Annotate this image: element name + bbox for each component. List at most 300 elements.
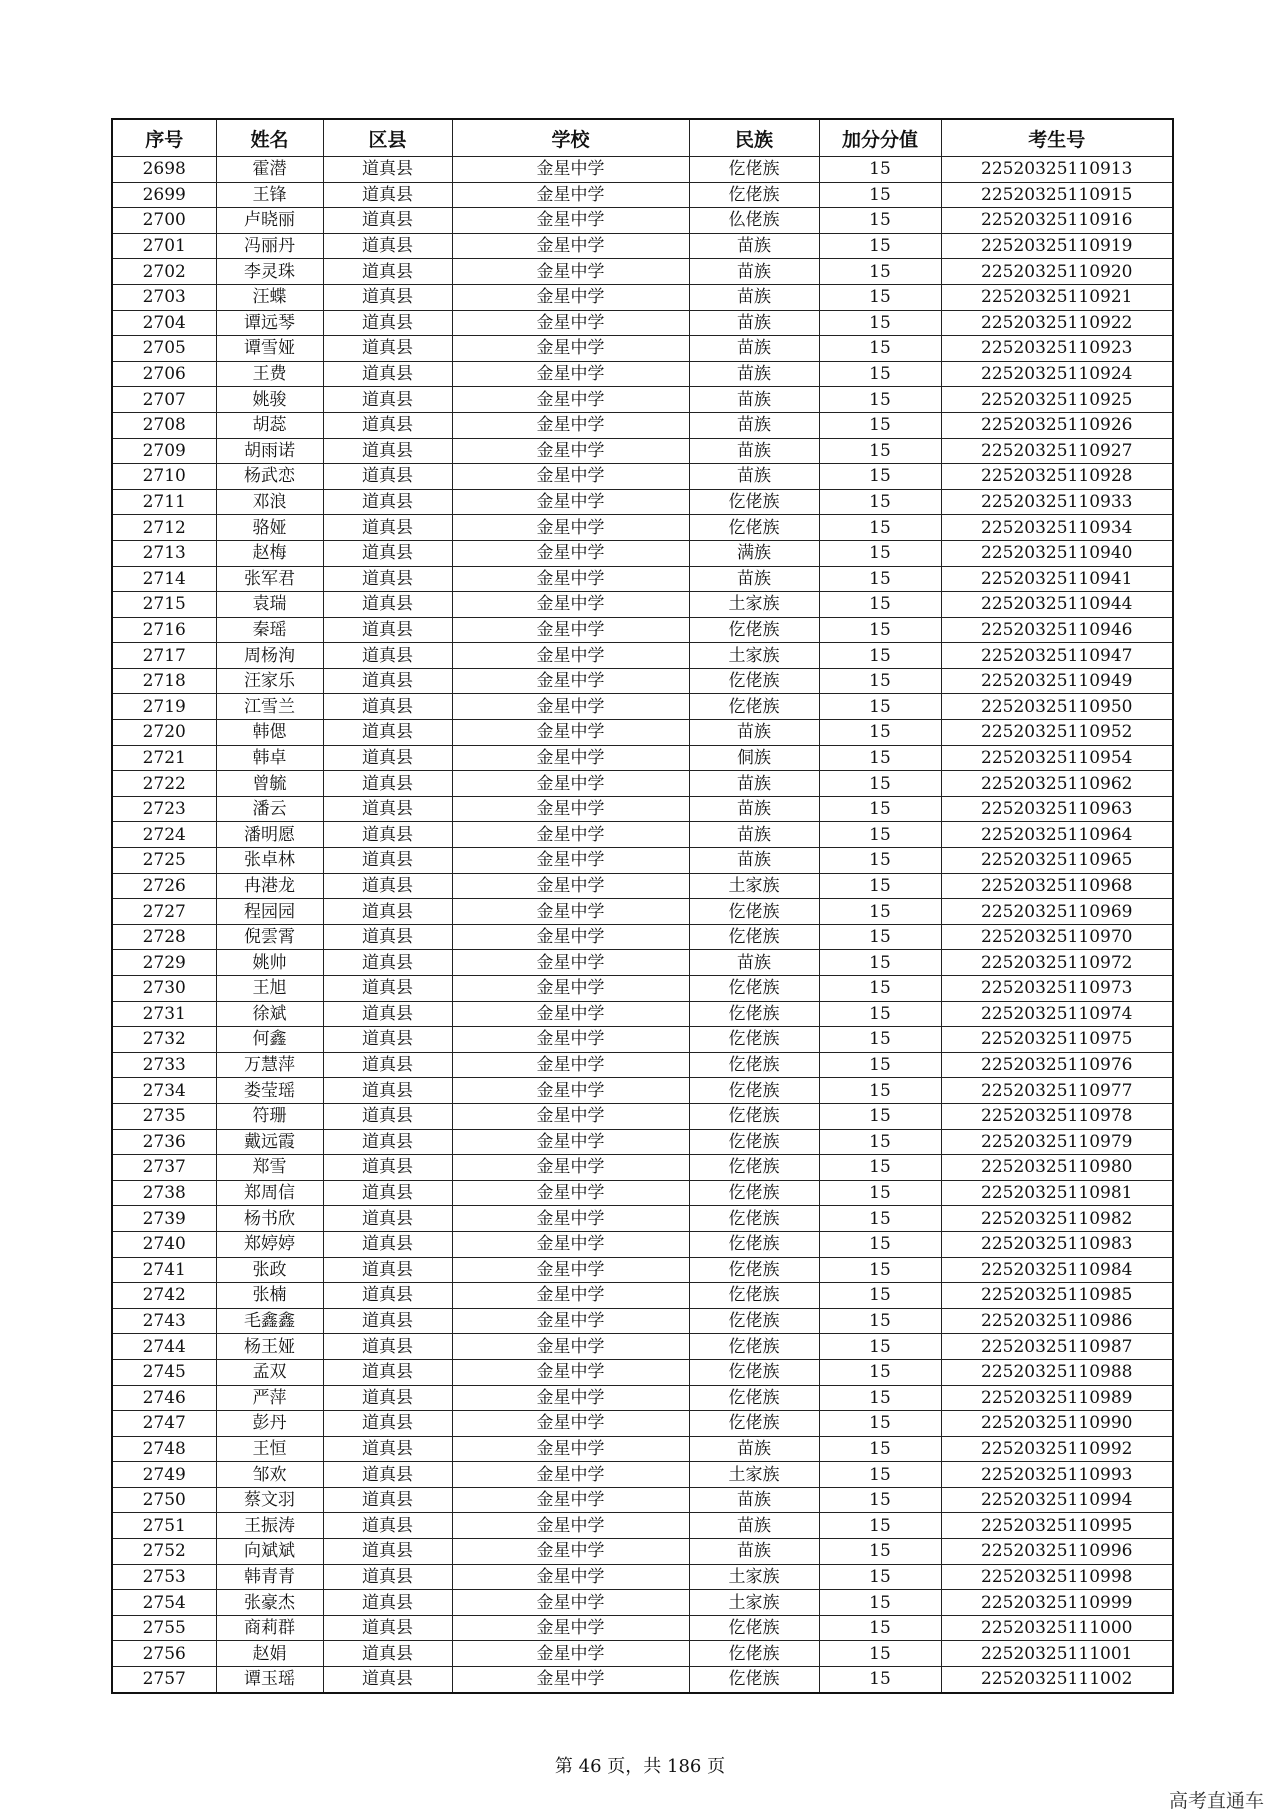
table-row [112,1283,1173,1309]
table-row [112,566,1173,592]
cell-name: 王费 [216,361,323,387]
cell-bonus: 15 [819,1078,941,1104]
cell-exam-id: 22520325110980 [941,1155,1173,1181]
cell-name: 张楠 [216,1283,323,1309]
cell-school: 金星中学 [452,668,689,694]
cell-index: 2715 [112,592,216,618]
cell-exam-id: 22520325110975 [941,1027,1173,1053]
cell-name: 谭玉瑶 [216,1667,323,1693]
table-row [112,720,1173,746]
table-row [112,1334,1173,1360]
cell-bonus: 15 [819,796,941,822]
cell-name: 袁瑞 [216,592,323,618]
cell-county: 道真县 [323,694,452,720]
cell-school: 金星中学 [452,464,689,490]
cell-county: 道真县 [323,489,452,515]
cell-index: 2755 [112,1615,216,1641]
cell-name: 曾毓 [216,771,323,797]
cell-county: 道真县 [323,157,452,183]
cell-county: 道真县 [323,796,452,822]
cell-exam-id: 22520325110946 [941,617,1173,643]
cell-bonus: 15 [819,1103,941,1129]
cell-school: 金星中学 [452,745,689,771]
cell-school: 金星中学 [452,1129,689,1155]
cell-bonus: 15 [819,1564,941,1590]
cell-school: 金星中学 [452,412,689,438]
table-row [112,1359,1173,1385]
header-name: 姓名 [216,119,323,157]
cell-index: 2742 [112,1283,216,1309]
cell-name: 王锋 [216,182,323,208]
table-row [112,1180,1173,1206]
cell-bonus: 15 [819,1590,941,1616]
cell-ethnicity: 仡佬族 [689,1615,819,1641]
table-row [112,1539,1173,1565]
cell-index: 2704 [112,310,216,336]
cell-school: 金星中学 [452,1359,689,1385]
cell-county: 道真县 [323,1180,452,1206]
cell-exam-id: 22520325110992 [941,1436,1173,1462]
cell-bonus: 15 [819,1615,941,1641]
cell-ethnicity: 仡佬族 [689,1411,819,1437]
cell-county: 道真县 [323,848,452,874]
cell-school: 金星中学 [452,1180,689,1206]
cell-bonus: 15 [819,438,941,464]
table-row [112,950,1173,976]
table-row [112,1078,1173,1104]
cell-school: 金星中学 [452,1436,689,1462]
cell-school: 金星中学 [452,182,689,208]
cell-ethnicity: 仡佬族 [689,1359,819,1385]
cell-index: 2733 [112,1052,216,1078]
cell-index: 2750 [112,1487,216,1513]
header-exam-id: 考生号 [941,119,1173,157]
cell-name: 赵梅 [216,540,323,566]
cell-bonus: 15 [819,233,941,259]
cell-name: 何鑫 [216,1027,323,1053]
cell-county: 道真县 [323,566,452,592]
cell-school: 金星中学 [452,1667,689,1693]
cell-exam-id: 22520325110913 [941,157,1173,183]
cell-exam-id: 22520325110928 [941,464,1173,490]
table-row [112,157,1173,183]
table-row [112,310,1173,336]
cell-index: 2702 [112,259,216,285]
cell-exam-id: 22520325110987 [941,1334,1173,1360]
cell-county: 道真县 [323,1078,452,1104]
cell-ethnicity: 仡佬族 [689,1641,819,1667]
cell-school: 金星中学 [452,1564,689,1590]
cell-name: 张卓林 [216,848,323,874]
cell-bonus: 15 [819,361,941,387]
cell-county: 道真县 [323,771,452,797]
cell-exam-id: 22520325110976 [941,1052,1173,1078]
table-row [112,745,1173,771]
cell-bonus: 15 [819,1001,941,1027]
cell-index: 2729 [112,950,216,976]
cell-name: 戴远霞 [216,1129,323,1155]
cell-exam-id: 22520325110923 [941,336,1173,362]
cell-county: 道真县 [323,208,452,234]
cell-index: 2699 [112,182,216,208]
cell-name: 汪蝶 [216,284,323,310]
cell-county: 道真县 [323,950,452,976]
cell-school: 金星中学 [452,592,689,618]
cell-county: 道真县 [323,336,452,362]
cell-name: 秦瑶 [216,617,323,643]
cell-school: 金星中学 [452,208,689,234]
cell-school: 金星中学 [452,1308,689,1334]
cell-bonus: 15 [819,1155,941,1181]
table-row [112,771,1173,797]
cell-ethnicity: 仡佬族 [689,1103,819,1129]
cell-county: 道真县 [323,259,452,285]
cell-school: 金星中学 [452,438,689,464]
cell-school: 金星中学 [452,796,689,822]
cell-county: 道真县 [323,1462,452,1488]
cell-county: 道真县 [323,1615,452,1641]
cell-county: 道真县 [323,1257,452,1283]
cell-county: 道真县 [323,412,452,438]
cell-ethnicity: 仡佬族 [689,1667,819,1693]
table-row [112,1564,1173,1590]
cell-exam-id: 22520325110981 [941,1180,1173,1206]
cell-exam-id: 22520325110949 [941,668,1173,694]
cell-bonus: 15 [819,1052,941,1078]
table-row [112,1206,1173,1232]
table-row [112,1052,1173,1078]
cell-county: 道真县 [323,1334,452,1360]
cell-index: 2737 [112,1155,216,1181]
cell-bonus: 15 [819,284,941,310]
cell-name: 潘明愿 [216,822,323,848]
cell-exam-id: 22520325110984 [941,1257,1173,1283]
cell-index: 2713 [112,540,216,566]
cell-ethnicity: 苗族 [689,1513,819,1539]
cell-ethnicity: 仡佬族 [689,157,819,183]
cell-school: 金星中学 [452,157,689,183]
table-row [112,668,1173,694]
table-row [112,1001,1173,1027]
cell-county: 道真县 [323,540,452,566]
cell-index: 2756 [112,1641,216,1667]
cell-bonus: 15 [819,1180,941,1206]
cell-name: 冉港龙 [216,873,323,899]
cell-bonus: 15 [819,771,941,797]
cell-school: 金星中学 [452,1052,689,1078]
cell-bonus: 15 [819,950,941,976]
cell-ethnicity: 仡佬族 [689,1257,819,1283]
cell-exam-id: 22520325110964 [941,822,1173,848]
cell-name: 骆娅 [216,515,323,541]
cell-name: 万慧萍 [216,1052,323,1078]
cell-ethnicity: 苗族 [689,438,819,464]
cell-ethnicity: 苗族 [689,848,819,874]
cell-ethnicity: 苗族 [689,566,819,592]
cell-school: 金星中学 [452,1103,689,1129]
cell-bonus: 15 [819,157,941,183]
cell-exam-id: 22520325110983 [941,1231,1173,1257]
table-row [112,489,1173,515]
cell-county: 道真县 [323,1564,452,1590]
cell-school: 金星中学 [452,1206,689,1232]
table-row [112,822,1173,848]
cell-index: 2740 [112,1231,216,1257]
cell-school: 金星中学 [452,1155,689,1181]
cell-bonus: 15 [819,1334,941,1360]
cell-ethnicity: 苗族 [689,1539,819,1565]
cell-name: 邓浪 [216,489,323,515]
cell-school: 金星中学 [452,1539,689,1565]
cell-county: 道真县 [323,361,452,387]
cell-school: 金星中学 [452,873,689,899]
table-row [112,643,1173,669]
table-row [112,259,1173,285]
cell-index: 2709 [112,438,216,464]
cell-index: 2747 [112,1411,216,1437]
cell-school: 金星中学 [452,1257,689,1283]
cell-ethnicity: 土家族 [689,873,819,899]
cell-exam-id: 22520325110995 [941,1513,1173,1539]
cell-ethnicity: 苗族 [689,387,819,413]
cell-ethnicity: 仡佬族 [689,515,819,541]
cell-exam-id: 22520325110969 [941,899,1173,925]
cell-school: 金星中学 [452,771,689,797]
cell-index: 2736 [112,1129,216,1155]
cell-name: 符珊 [216,1103,323,1129]
cell-ethnicity: 苗族 [689,1487,819,1513]
cell-bonus: 15 [819,1359,941,1385]
cell-name: 赵娟 [216,1641,323,1667]
cell-bonus: 15 [819,1462,941,1488]
cell-bonus: 15 [819,515,941,541]
cell-county: 道真县 [323,1001,452,1027]
cell-ethnicity: 仡佬族 [689,1052,819,1078]
cell-school: 金星中学 [452,643,689,669]
cell-school: 金星中学 [452,1641,689,1667]
cell-school: 金星中学 [452,1283,689,1309]
table-row [112,1308,1173,1334]
cell-index: 2719 [112,694,216,720]
cell-index: 2734 [112,1078,216,1104]
cell-bonus: 15 [819,1027,941,1053]
cell-ethnicity: 仡佬族 [689,1334,819,1360]
cell-school: 金星中学 [452,1385,689,1411]
cell-index: 2738 [112,1180,216,1206]
cell-ethnicity: 苗族 [689,284,819,310]
cell-school: 金星中学 [452,1078,689,1104]
cell-exam-id: 22520325110944 [941,592,1173,618]
cell-index: 2718 [112,668,216,694]
cell-school: 金星中学 [452,336,689,362]
cell-school: 金星中学 [452,540,689,566]
cell-county: 道真县 [323,1129,452,1155]
cell-bonus: 15 [819,592,941,618]
cell-index: 2720 [112,720,216,746]
cell-ethnicity: 土家族 [689,1590,819,1616]
cell-county: 道真县 [323,1359,452,1385]
cell-school: 金星中学 [452,950,689,976]
cell-name: 娄莹瑶 [216,1078,323,1104]
header-index: 序号 [112,119,216,157]
cell-exam-id: 22520325110993 [941,1462,1173,1488]
cell-exam-id: 22520325110982 [941,1206,1173,1232]
cell-school: 金星中学 [452,259,689,285]
cell-name: 张豪杰 [216,1590,323,1616]
cell-bonus: 15 [819,182,941,208]
cell-name: 郑雪 [216,1155,323,1181]
cell-exam-id: 22520325110968 [941,873,1173,899]
cell-county: 道真县 [323,284,452,310]
cell-bonus: 15 [819,848,941,874]
cell-exam-id: 22520325110972 [941,950,1173,976]
cell-exam-id: 22520325110988 [941,1359,1173,1385]
cell-county: 道真县 [323,1103,452,1129]
cell-bonus: 15 [819,745,941,771]
cell-county: 道真县 [323,1641,452,1667]
cell-county: 道真县 [323,643,452,669]
cell-bonus: 15 [819,1436,941,1462]
cell-county: 道真县 [323,617,452,643]
cell-county: 道真县 [323,976,452,1002]
cell-exam-id: 22520325111002 [941,1667,1173,1693]
cell-county: 道真县 [323,1385,452,1411]
cell-county: 道真县 [323,438,452,464]
table-row [112,208,1173,234]
cell-name: 邹欢 [216,1462,323,1488]
cell-school: 金星中学 [452,515,689,541]
cell-exam-id: 22520325110962 [941,771,1173,797]
cell-bonus: 15 [819,1257,941,1283]
cell-ethnicity: 仡佬族 [689,976,819,1002]
cell-bonus: 15 [819,412,941,438]
cell-ethnicity: 苗族 [689,1436,819,1462]
cell-bonus: 15 [819,1539,941,1565]
cell-exam-id: 22520325110977 [941,1078,1173,1104]
cell-county: 道真县 [323,1308,452,1334]
cell-county: 道真县 [323,899,452,925]
cell-county: 道真县 [323,1155,452,1181]
cell-bonus: 15 [819,1206,941,1232]
cell-ethnicity: 土家族 [689,1462,819,1488]
cell-ethnicity: 仡佬族 [689,694,819,720]
cell-exam-id: 22520325110952 [941,720,1173,746]
cell-ethnicity: 苗族 [689,259,819,285]
cell-index: 2706 [112,361,216,387]
cell-ethnicity: 满族 [689,540,819,566]
cell-index: 2700 [112,208,216,234]
cell-exam-id: 22520325110978 [941,1103,1173,1129]
cell-exam-id: 22520325110925 [941,387,1173,413]
cell-exam-id: 22520325110940 [941,540,1173,566]
cell-bonus: 15 [819,720,941,746]
cell-county: 道真县 [323,1487,452,1513]
cell-bonus: 15 [819,976,941,1002]
cell-bonus: 15 [819,566,941,592]
cell-index: 2724 [112,822,216,848]
cell-index: 2716 [112,617,216,643]
cell-bonus: 15 [819,873,941,899]
cell-county: 道真县 [323,182,452,208]
cell-name: 姚帅 [216,950,323,976]
cell-name: 霍潜 [216,157,323,183]
cell-exam-id: 22520325110985 [941,1283,1173,1309]
cell-index: 2732 [112,1027,216,1053]
cell-index: 2741 [112,1257,216,1283]
cell-county: 道真县 [323,233,452,259]
cell-name: 杨武恋 [216,464,323,490]
cell-exam-id: 22520325110989 [941,1385,1173,1411]
table-row [112,1615,1173,1641]
cell-exam-id: 22520325110941 [941,566,1173,592]
cell-exam-id: 22520325110933 [941,489,1173,515]
cell-exam-id: 22520325110922 [941,310,1173,336]
cell-county: 道真县 [323,1539,452,1565]
header-school: 学校 [452,119,689,157]
cell-ethnicity: 仡佬族 [689,1129,819,1155]
cell-name: 程园园 [216,899,323,925]
cell-name: 韩青青 [216,1564,323,1590]
cell-bonus: 15 [819,540,941,566]
cell-ethnicity: 仫佬族 [689,208,819,234]
cell-exam-id: 22520325110924 [941,361,1173,387]
cell-school: 金星中学 [452,899,689,925]
cell-name: 李灵珠 [216,259,323,285]
table-row [112,412,1173,438]
cell-bonus: 15 [819,310,941,336]
cell-school: 金星中学 [452,924,689,950]
cell-ethnicity: 仡佬族 [689,899,819,925]
cell-index: 2746 [112,1385,216,1411]
cell-index: 2727 [112,899,216,925]
cell-school: 金星中学 [452,1487,689,1513]
table-row [112,1385,1173,1411]
cell-ethnicity: 土家族 [689,643,819,669]
table-row [112,796,1173,822]
cell-index: 2730 [112,976,216,1002]
cell-index: 2726 [112,873,216,899]
table-row [112,873,1173,899]
cell-name: 蔡文羽 [216,1487,323,1513]
cell-school: 金星中学 [452,1513,689,1539]
cell-bonus: 15 [819,1385,941,1411]
cell-county: 道真县 [323,668,452,694]
cell-school: 金星中学 [452,233,689,259]
cell-name: 王旭 [216,976,323,1002]
cell-name: 韩卓 [216,745,323,771]
header-ethnicity: 民族 [689,119,819,157]
cell-name: 谭雪娅 [216,336,323,362]
table-row [112,1411,1173,1437]
cell-bonus: 15 [819,489,941,515]
cell-index: 2711 [112,489,216,515]
cell-name: 徐斌 [216,1001,323,1027]
cell-exam-id: 22520325110947 [941,643,1173,669]
table-row [112,592,1173,618]
cell-ethnicity: 仡佬族 [689,489,819,515]
cell-bonus: 15 [819,464,941,490]
cell-ethnicity: 土家族 [689,592,819,618]
cell-school: 金星中学 [452,694,689,720]
cell-index: 2749 [112,1462,216,1488]
cell-county: 道真县 [323,1411,452,1437]
cell-school: 金星中学 [452,720,689,746]
cell-county: 道真县 [323,822,452,848]
cell-school: 金星中学 [452,617,689,643]
cell-index: 2722 [112,771,216,797]
table-row [112,182,1173,208]
header-row [112,119,1173,157]
